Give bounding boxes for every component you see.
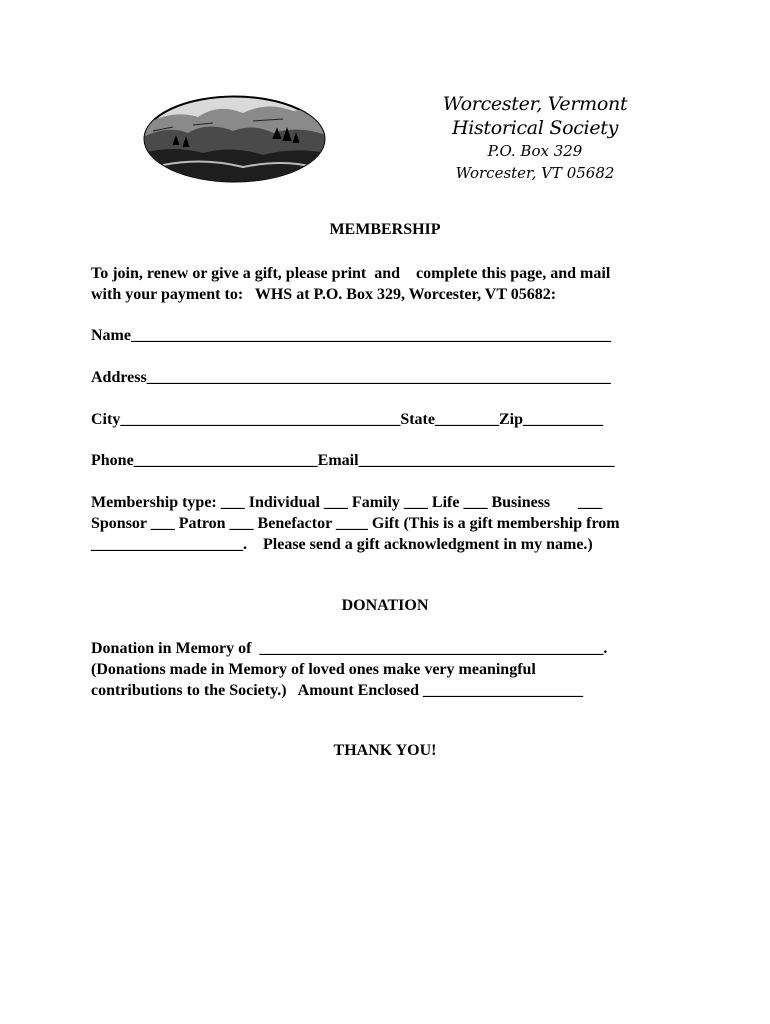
membership-intro-line1: To join, renew or give a gift, please print and complete this page, and mail [91, 265, 611, 282]
membership-intro-line2: with your payment to: WHS at P.O. Box 329, Worcester, VT 05682: [91, 286, 557, 303]
membership-type-line3[interactable]: ___________________. Please send a gift acknowledgment in my name.) [91, 536, 593, 553]
org-name-line1: Worcester, Vermont [442, 93, 628, 115]
donation-heading: DONATION [341, 597, 429, 614]
membership-type-line2[interactable]: Sponsor ___ Patron ___ Benefactor ____ Gift (This is a gift membership from [91, 515, 620, 532]
org-address-line2: Worcester, VT 05682 [455, 164, 615, 182]
org-address-line1: P.O. Box 329 [487, 142, 583, 160]
city-state-zip-field[interactable]: City___________________________________State________Zip__________ [91, 411, 603, 428]
thank-you-text: THANK YOU! [333, 742, 437, 759]
phone-email-field[interactable]: Phone_______________________Email________________________________ [91, 452, 615, 469]
donation-note-line: (Donations made in Memory of loved ones make very meaningful [91, 661, 536, 678]
membership-type-line1[interactable]: Membership type: ___ Individual ___ Family ___ Life ___ Business ___ [91, 494, 603, 511]
address-field[interactable]: Address__________________________________________________________ [91, 369, 611, 386]
name-field[interactable]: Name____________________________________________________________ [91, 327, 611, 344]
organization-block [430, 92, 640, 184]
donation-memory-field[interactable]: Donation in Memory of ___________________________________________. [91, 640, 608, 657]
org-name-line2: Historical Society [451, 117, 619, 139]
membership-heading: MEMBERSHIP [329, 221, 441, 238]
donation-amount-field[interactable]: contributions to the Society.) Amount Enclosed ____________________ [91, 682, 584, 699]
mountain-landscape-logo-icon [143, 95, 326, 183]
